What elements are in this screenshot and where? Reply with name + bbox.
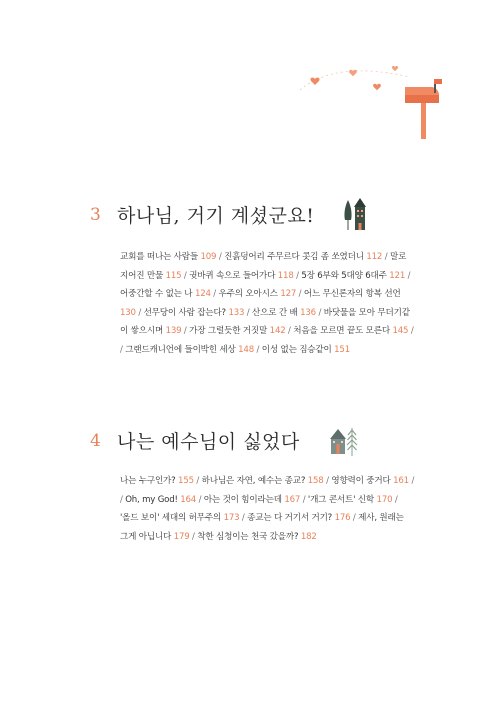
toc-line [120, 472, 452, 491]
separator: / [181, 326, 190, 336]
page-number: 121 [389, 270, 406, 281]
toc-line [120, 341, 452, 360]
toc-entry-title: 이 쌓으시며 [120, 326, 166, 336]
toc-entry-title: 그랜드캐니언에 들이박힌 세상 [125, 344, 239, 355]
toc-line [120, 528, 452, 547]
toc-line [120, 491, 452, 510]
page-number: 133 [228, 307, 245, 318]
separator: / [239, 513, 248, 523]
separator: / [244, 307, 253, 318]
page-number: 127 [280, 289, 297, 299]
toc-entry-title: 지어진 만물 [120, 270, 166, 281]
toc-entry-title: '올드 보이' 세대의 허무주의 [120, 513, 224, 523]
separator: / [408, 326, 414, 336]
heart-icon [349, 70, 357, 77]
page-number: 155 [178, 476, 194, 486]
separator: / [392, 494, 398, 505]
toc-entry-title: 5장 6부와 5대양 6대주 [301, 270, 390, 281]
page-number: 112 [366, 252, 383, 262]
toc-entry-title: Oh, my God! [125, 494, 181, 505]
house-tree-icon [330, 424, 358, 458]
chapter-heading [90, 422, 440, 458]
toc-entry-title: 종교는 다 거기서 거기? [247, 513, 335, 523]
page-number: 115 [165, 270, 182, 281]
chapter-number: 4 [90, 431, 101, 451]
separator: / [405, 270, 411, 281]
separator: / [196, 494, 204, 505]
separator: / [135, 307, 144, 318]
page-number: 182 [300, 531, 317, 542]
toc-line [120, 285, 452, 304]
toc-entry-title: 어느 무신론자의 항복 선언 [303, 289, 401, 299]
separator: / [315, 307, 324, 318]
toc-line [120, 304, 452, 323]
toc-line [120, 248, 452, 267]
toc-entry-title: 제사, 원래는 [358, 513, 404, 523]
page-number: 176 [334, 513, 351, 523]
page-number: 136 [300, 307, 316, 318]
separator: / [120, 344, 126, 355]
tree-house-icon [343, 196, 369, 232]
chapter-heading [90, 196, 440, 232]
toc-entry-title: 영향력이 중거다 [331, 476, 394, 486]
separator: / [408, 476, 415, 486]
page-number: 167 [284, 494, 301, 505]
separator: / [210, 289, 219, 299]
separator: / [253, 344, 262, 355]
chapter-4-section [90, 422, 440, 542]
toc-entry-title: 교회를 떠나는 사람들 [120, 252, 201, 262]
toc-entry-title: 말로 [389, 252, 407, 262]
separator: / [300, 494, 308, 505]
page-number: 148 [238, 344, 254, 355]
page-number: 145 [392, 326, 409, 336]
toc-entry-title: 가장 그럴듯한 거짓말 [189, 326, 270, 336]
chapter-title: 하나님, 거기 계셨군요! [117, 205, 315, 227]
separator: / [293, 270, 302, 281]
chapter-3-section [90, 196, 440, 355]
toc-entry-title: 아는 것이 힘이라는데 [203, 494, 285, 505]
separator: / [323, 476, 332, 486]
toc-entry-title: 어중간할 수 없는 나 [120, 289, 195, 299]
page-number: 170 [376, 494, 393, 505]
mailbox-illustration [295, 55, 445, 140]
chapter-number: 3 [90, 205, 101, 225]
chapter-title: 나는 예수님이 싫었다 [117, 431, 300, 453]
toc-line [120, 322, 452, 341]
toc-entry-title: 이성 없는 짐승같이 [261, 344, 335, 355]
toc-entry-title: 바닷물을 모아 무더기같 [323, 307, 410, 318]
toc-entry-title: 산으로 간 배 [252, 307, 301, 318]
toc-entry-title: 착한 심청이는 천국 갔을까? [197, 531, 301, 542]
separator: / [193, 476, 202, 486]
page-number: 130 [120, 307, 136, 318]
page-number: 151 [334, 344, 350, 355]
chapter-contents [120, 248, 452, 359]
separator: / [189, 531, 198, 542]
toc-entry-title: 나는 누구인가? [120, 476, 179, 486]
toc-entry-title: 귓바퀴 속으로 들어가다 [189, 270, 278, 281]
page-number: 179 [173, 531, 190, 542]
separator: / [296, 289, 304, 299]
page-number: 109 [200, 252, 217, 262]
separator: / [120, 494, 126, 505]
toc-line [120, 267, 452, 286]
heart-icon [392, 66, 398, 71]
toc-entry-title: 선무당이 사람 잡는다? [143, 307, 229, 318]
toc-line [120, 509, 452, 528]
toc-entry-title: 그게 아닙니다 [120, 531, 174, 542]
page-number: 118 [277, 270, 294, 281]
separator: / [181, 270, 190, 281]
toc-entry-title: 진흙덩어리 주무르다 콧김 좀 쏘였더니 [224, 252, 367, 262]
separator: / [350, 513, 359, 523]
chapter-contents [120, 472, 452, 546]
page-number: 139 [165, 326, 182, 336]
separator: / [382, 252, 390, 262]
toc-entry-title: 하나님은 자연, 예수는 종교? [201, 476, 308, 486]
heart-icon [373, 84, 381, 91]
toc-entry-title: '개그 콘서트' 신학 [307, 494, 377, 505]
page-number: 173 [223, 513, 240, 523]
page-number: 142 [269, 326, 286, 336]
heart-icon [310, 78, 319, 85]
page-number: 124 [194, 289, 211, 299]
separator: / [216, 252, 225, 262]
toc-entry-title: 처음을 모르면 끝도 모른다 [293, 326, 393, 336]
separator: / [285, 326, 294, 336]
page-number: 164 [180, 494, 197, 505]
toc-entry-title: 우주의 오아시스 [218, 289, 281, 299]
page-number: 161 [393, 476, 409, 486]
page-number: 158 [307, 476, 324, 486]
